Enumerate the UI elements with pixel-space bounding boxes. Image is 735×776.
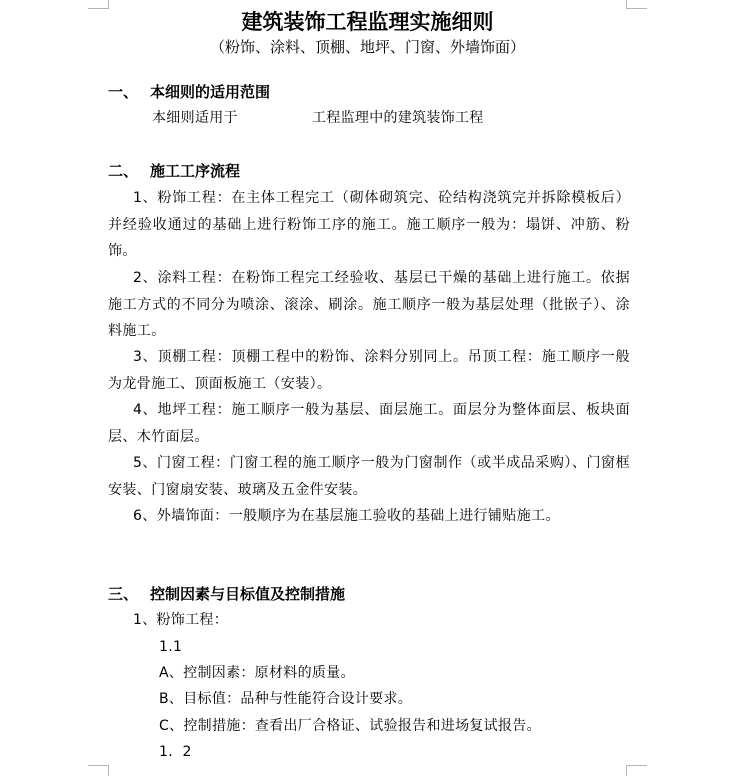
crop-mark-bottom-right bbox=[626, 765, 647, 776]
control-factor: A、控制因素：原材料的质量。 bbox=[159, 665, 355, 681]
section-heading-3 bbox=[108, 583, 345, 605]
process-item-ceiling: 3、顶棚工程：顶棚工程中的粉饰、涂料分别同上。吊顶工程：施工顺序一般为龙骨施工、顶面板施工（安装）。 bbox=[108, 349, 630, 392]
process-item-plastering: 1、粉饰工程：在主体工程完工（砌体砌筑完、砼结构浇筑完并拆除模板后）并经验收通过的基础上进行粉饰工序的施工。施工顺序一般为：塌饼、冲筋、粉饰。 bbox=[108, 190, 630, 259]
target-value: B、目标值：品种与性能符合设计要求。 bbox=[159, 691, 413, 707]
process-item-doors-windows: 5、门窗工程：门窗工程的施工顺序一般为门窗制作（或半成品采购）、门窗框安装、门窗扇安装、玻璃及五金件安装。 bbox=[108, 455, 630, 498]
section-title: 施工工序流程 bbox=[150, 162, 241, 180]
section-heading-1 bbox=[108, 81, 270, 103]
section-number: 一、 bbox=[108, 83, 139, 101]
section-number: 二、 bbox=[108, 162, 139, 180]
clause-1-1: 1.1 bbox=[159, 639, 183, 655]
process-item-coating: 2、涂料工程：在粉饰工程完工经验收、基层已干燥的基础上进行施工。依据施工方式的不同分为喷涂、滚涂、刷涂。施工顺序一般为基层处理（批嵌子）、涂料施工。 bbox=[108, 270, 630, 339]
section-title: 控制因素与目标值及控制措施 bbox=[150, 585, 346, 603]
section-title: 本细则的适用范围 bbox=[150, 83, 271, 101]
section-heading-2 bbox=[108, 160, 240, 182]
section-number: 三、 bbox=[108, 585, 139, 603]
control-measure: C、控制措施：查看出厂合格证、试验报告和进场复试报告。 bbox=[159, 718, 541, 734]
process-item-flooring: 4、地坪工程：施工顺序一般为基层、面层施工。面层分为整体面层、板块面层、木竹面层。 bbox=[108, 402, 630, 445]
clause-1-2: 1．2 bbox=[159, 744, 192, 760]
scope-text-prefix: 本细则适用于 bbox=[152, 110, 238, 126]
crop-mark-bottom-left bbox=[88, 765, 109, 776]
document-subtitle: （粉饰、涂料、顶棚、地坪、门窗、外墙饰面） bbox=[209, 38, 525, 56]
document-title: 建筑装饰工程监理实施细则 bbox=[241, 9, 494, 34]
scope-text-suffix: 工程监理中的建筑装饰工程 bbox=[312, 110, 484, 126]
process-item-exterior-wall: 6、外墙饰面：一般顺序为在基层施工验收的基础上进行铺贴施工。 bbox=[133, 508, 560, 524]
subsection-plastering: 1、粉饰工程： bbox=[133, 612, 229, 628]
